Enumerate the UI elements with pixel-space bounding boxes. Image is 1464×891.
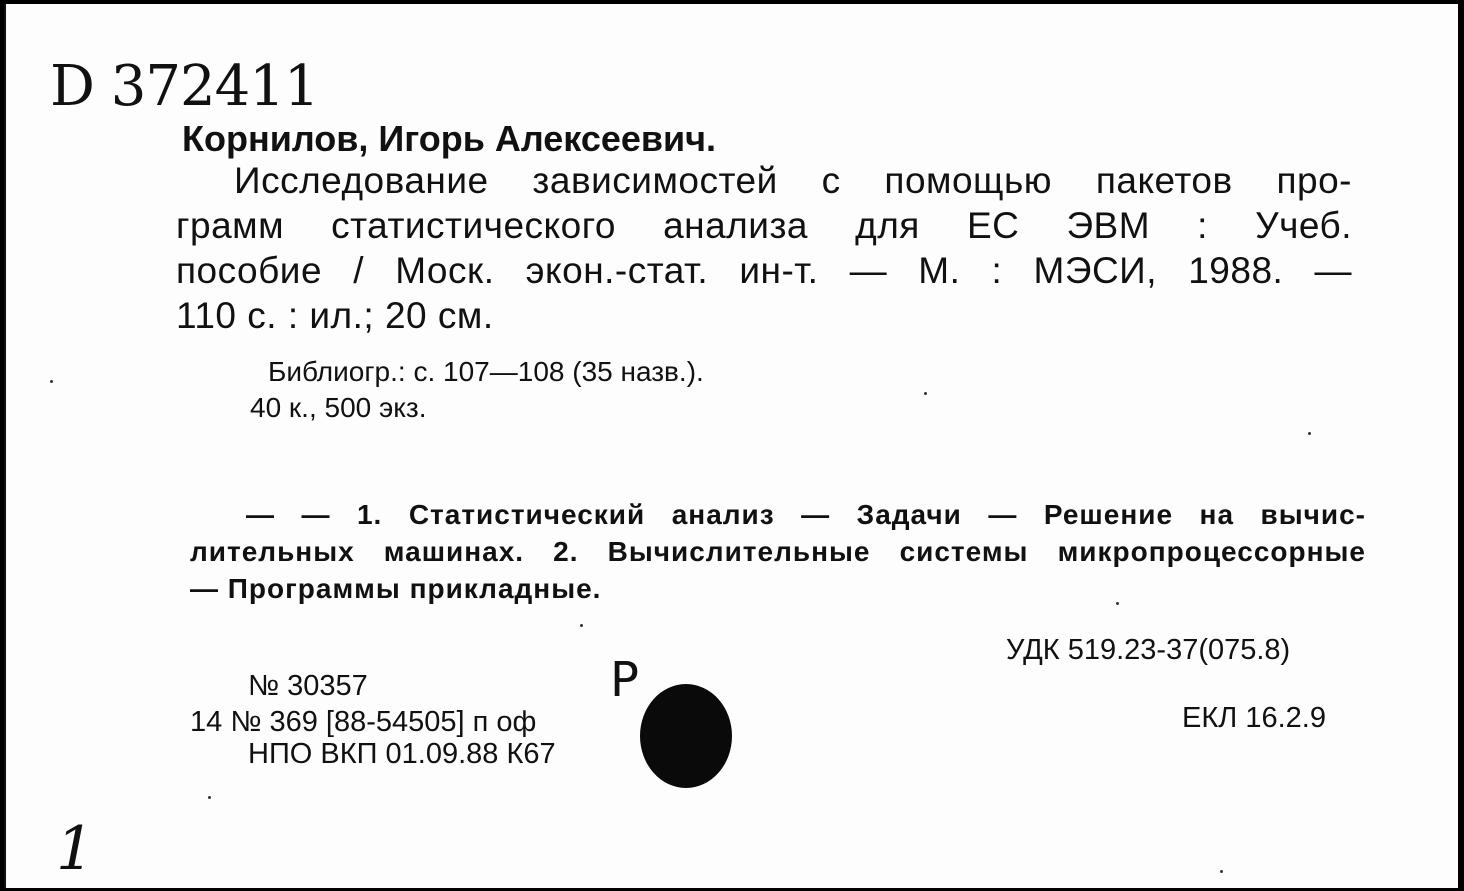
price-note: 40 к., 500 экз. [250,392,427,423]
udk-code: УДК 519.23-37(075.8) [1006,634,1291,666]
punch-hole [640,684,732,788]
subject-line: лительных машинах. 2. Вычислительные системы микропроцессорные [190,536,1366,567]
speck [208,796,211,799]
bib-line: 110 с. : ил.; 20 см. [176,295,494,336]
bib-line: грамм статистического анализа для ЕС ЭВМ : Учеб. [176,205,1352,246]
printer-line: НПО ВКП 01.09.88 К67 [248,738,556,770]
order-line: 14 № 369 [88-54505] п оф [190,706,537,738]
call-number: D 372411 [50,54,319,119]
handwritten-mark: 1 [56,814,95,884]
speck [1116,602,1119,605]
record-number: № 30357 [248,670,368,702]
catalog-card [4,4,1458,888]
bibliographic-description [176,158,1352,338]
speck [1308,432,1311,435]
subject-line: — — 1. Статистический анализ — Задачи — Решение на вычис- [246,499,1366,530]
author-heading: Корнилов, Игорь Алексеевич. [182,118,717,159]
speck [924,392,927,395]
bib-line: Исследование зависимостей с помощью пакетов про- [234,160,1352,201]
stamp-letter: Р [610,652,639,708]
speck [50,380,53,383]
subject-headings [190,496,1366,607]
speck [580,624,583,627]
ekl-code: ЕКЛ 16.2.9 [1182,702,1326,734]
bibliography-note: Библиогр.: с. 107—108 (35 назв.). [268,356,704,387]
speck [1220,870,1223,873]
bib-line: пособие / Моск. экон.-стат. ин-т. — М. : МЭСИ, 1988. — [176,250,1352,291]
subject-line: — Программы прикладные. [190,573,602,604]
